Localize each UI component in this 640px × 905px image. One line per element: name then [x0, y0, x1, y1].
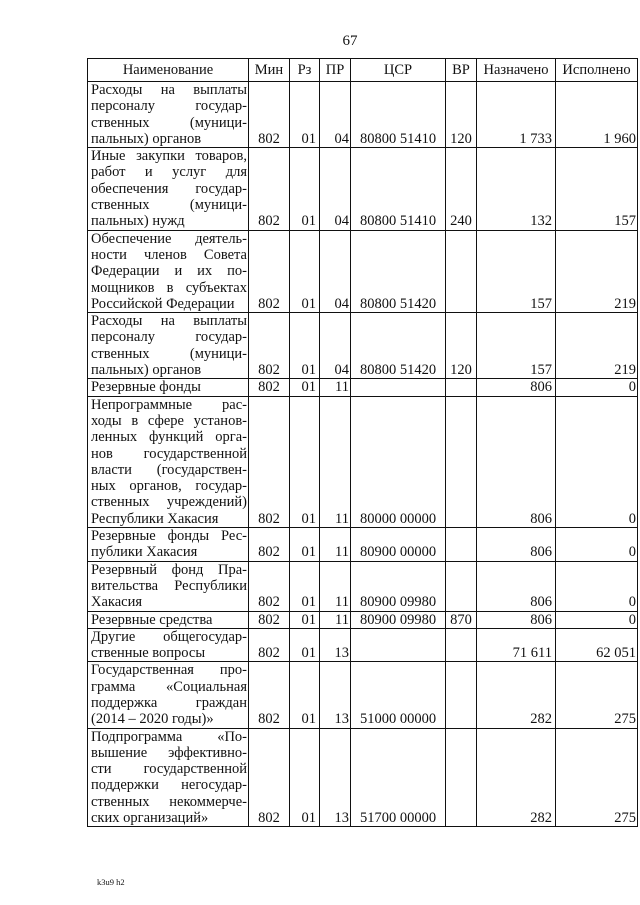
cell-executed: 157 — [556, 148, 638, 230]
cell-executed: 275 — [556, 662, 638, 728]
budget-table — [87, 58, 638, 827]
table-row — [88, 396, 638, 527]
cell-planned: 132 — [477, 148, 556, 230]
cell-vr: 120 — [446, 313, 477, 379]
cell-rz: 01 — [290, 528, 320, 562]
column-header-pr: ПР — [320, 59, 351, 82]
table-header-row — [88, 59, 638, 82]
cell-planned: 157 — [477, 313, 556, 379]
column-header-planned: Назначено — [477, 59, 556, 82]
cell-rz: 01 — [290, 662, 320, 728]
cell-executed: 219 — [556, 313, 638, 379]
table-row — [88, 662, 638, 728]
cell-planned: 806 — [477, 561, 556, 611]
cell-executed: 0 — [556, 379, 638, 396]
cell-executed: 275 — [556, 728, 638, 827]
footer-code: k3u9 h2 — [97, 877, 125, 887]
cell-vr — [446, 662, 477, 728]
cell-vr — [446, 628, 477, 662]
table-row — [88, 728, 638, 827]
cell-vr — [446, 230, 477, 312]
table-row — [88, 528, 638, 562]
cell-vr — [446, 528, 477, 562]
cell-min: 802 — [249, 82, 290, 148]
cell-min: 802 — [249, 561, 290, 611]
cell-csr: 80900 00000 — [351, 528, 446, 562]
table-row — [88, 313, 638, 379]
column-header-csr: ЦСР — [351, 59, 446, 82]
cell-pr: 13 — [320, 628, 351, 662]
table-row — [88, 628, 638, 662]
cell-rz: 01 — [290, 561, 320, 611]
cell-min: 802 — [249, 528, 290, 562]
cell-rz: 01 — [290, 728, 320, 827]
cell-vr — [446, 561, 477, 611]
cell-rz: 01 — [290, 148, 320, 230]
cell-name: Подпрограмма «По- вышение эффективно- сти государственной поддержки негосудар- ственных некоммерче- ских организаций» — [88, 728, 249, 827]
cell-min: 802 — [249, 611, 290, 628]
cell-pr: 13 — [320, 728, 351, 827]
cell-name: Государственная про- грамма «Социальная поддержка граждан (2014 – 2020 годы)» — [88, 662, 249, 728]
cell-csr: 80800 51420 — [351, 230, 446, 312]
cell-rz: 01 — [290, 230, 320, 312]
cell-rz: 01 — [290, 396, 320, 527]
page-number: 67 — [342, 33, 358, 49]
cell-min: 802 — [249, 728, 290, 827]
cell-planned: 71 611 — [477, 628, 556, 662]
cell-name: Расходы на выплаты персоналу государ- ственных (муници- пальных) органов — [88, 313, 249, 379]
cell-rz: 01 — [290, 379, 320, 396]
table-row — [88, 230, 638, 312]
cell-planned: 282 — [477, 728, 556, 827]
column-header-min: Мин — [249, 59, 290, 82]
cell-name: Расходы на выплаты персоналу государ- ственных (муници- пальных) органов — [88, 82, 249, 148]
cell-pr: 11 — [320, 561, 351, 611]
cell-vr: 120 — [446, 82, 477, 148]
cell-planned: 157 — [477, 230, 556, 312]
cell-rz: 01 — [290, 82, 320, 148]
cell-planned: 806 — [477, 528, 556, 562]
cell-name: Иные закупки товаров, работ и услуг для обеспечения государ- ственных (муници- пальных) нужд — [88, 148, 249, 230]
cell-csr: 80900 09980 — [351, 611, 446, 628]
cell-pr: 11 — [320, 396, 351, 527]
cell-name: Обеспечение деятель- ности членов Совета Федерации и их по- мощников в субъектах Российской Федерации — [88, 230, 249, 312]
column-header-name: Наименование — [88, 59, 249, 82]
cell-name: Другие общегосудар- ственные вопросы — [88, 628, 249, 662]
cell-name: Резервный фонд Пра- вительства Республики Хакасия — [88, 561, 249, 611]
cell-name: Резервные фонды — [88, 379, 249, 396]
table-row — [88, 379, 638, 396]
cell-min: 802 — [249, 662, 290, 728]
cell-rz: 01 — [290, 611, 320, 628]
cell-name: Резервные средства — [88, 611, 249, 628]
cell-planned: 806 — [477, 611, 556, 628]
cell-pr: 04 — [320, 82, 351, 148]
cell-rz: 01 — [290, 628, 320, 662]
cell-csr: 51000 00000 — [351, 662, 446, 728]
cell-pr: 04 — [320, 230, 351, 312]
table-row — [88, 148, 638, 230]
cell-pr: 11 — [320, 379, 351, 396]
cell-vr — [446, 728, 477, 827]
cell-planned: 806 — [477, 379, 556, 396]
cell-pr: 13 — [320, 662, 351, 728]
table-row — [88, 611, 638, 628]
cell-name: Резервные фонды Рес- публики Хакасия — [88, 528, 249, 562]
cell-rz: 01 — [290, 313, 320, 379]
cell-planned: 282 — [477, 662, 556, 728]
cell-pr: 04 — [320, 313, 351, 379]
cell-min: 802 — [249, 396, 290, 527]
cell-executed: 1 960 — [556, 82, 638, 148]
column-header-vr: ВР — [446, 59, 477, 82]
cell-executed: 62 051 — [556, 628, 638, 662]
cell-executed: 219 — [556, 230, 638, 312]
table-row — [88, 561, 638, 611]
cell-planned: 806 — [477, 396, 556, 527]
cell-min: 802 — [249, 628, 290, 662]
cell-min: 802 — [249, 148, 290, 230]
cell-vr: 240 — [446, 148, 477, 230]
cell-executed: 0 — [556, 528, 638, 562]
cell-min: 802 — [249, 379, 290, 396]
cell-csr: 80800 51420 — [351, 313, 446, 379]
cell-executed: 0 — [556, 561, 638, 611]
cell-pr: 11 — [320, 528, 351, 562]
cell-csr — [351, 628, 446, 662]
column-header-executed: Исполнено — [556, 59, 638, 82]
cell-vr — [446, 396, 477, 527]
cell-min: 802 — [249, 230, 290, 312]
cell-pr: 04 — [320, 148, 351, 230]
cell-name: Непрограммные рас- ходы в сфере установ- ленных функций орга- нов государственной власти (государствен- ных органов, государ- ственных учреждений) Республики Хакасия — [88, 396, 249, 527]
cell-vr: 870 — [446, 611, 477, 628]
cell-executed: 0 — [556, 611, 638, 628]
cell-csr: 80000 00000 — [351, 396, 446, 527]
cell-min: 802 — [249, 313, 290, 379]
table-row — [88, 82, 638, 148]
cell-planned: 1 733 — [477, 82, 556, 148]
cell-csr: 80900 09980 — [351, 561, 446, 611]
cell-csr: 51700 00000 — [351, 728, 446, 827]
column-header-rz: Рз — [290, 59, 320, 82]
cell-vr — [446, 379, 477, 396]
cell-csr — [351, 379, 446, 396]
cell-csr: 80800 51410 — [351, 82, 446, 148]
cell-csr: 80800 51410 — [351, 148, 446, 230]
cell-executed: 0 — [556, 396, 638, 527]
cell-pr: 11 — [320, 611, 351, 628]
